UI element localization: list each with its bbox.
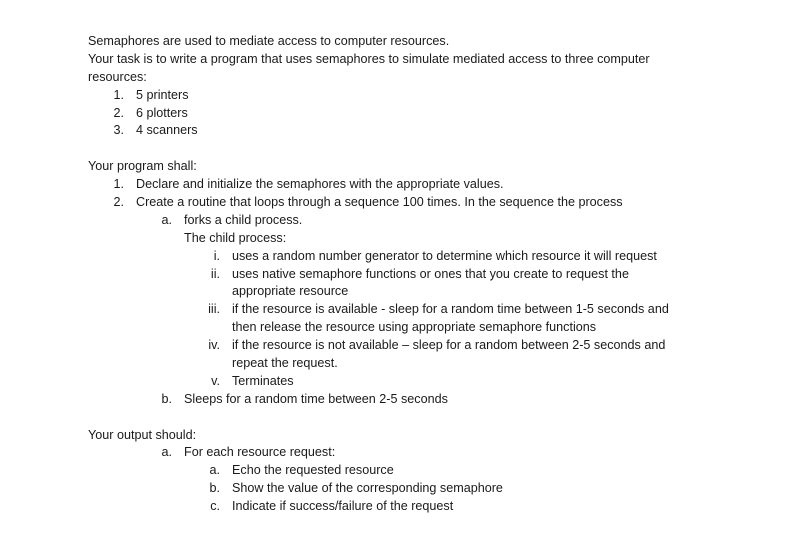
child-step-continuation	[0, 355, 807, 373]
list-marker: c.	[210, 499, 220, 514]
program-subitem	[0, 391, 807, 409]
intro-line	[0, 33, 807, 51]
output-subitem-text: Show the value of the corresponding semaphore	[232, 481, 503, 496]
list-marker: a.	[161, 212, 172, 227]
child-process-label-line	[0, 230, 807, 248]
program-item-text: Declare and initialize the semaphores with the appropriate values.	[136, 177, 504, 192]
list-marker: v.	[211, 373, 220, 388]
list-marker: 1.	[113, 177, 124, 192]
output-subitem-text: Echo the requested resource	[232, 463, 394, 478]
resource-text: 6 plotters	[136, 105, 188, 120]
resource-list-item	[0, 105, 807, 123]
list-marker: a.	[161, 445, 172, 460]
child-step	[0, 373, 807, 391]
program-heading-line	[0, 158, 807, 176]
child-step	[0, 301, 807, 319]
output-heading: Your output should:	[88, 427, 197, 442]
output-subitem-text: Indicate if success/failure of the request	[232, 499, 454, 514]
resource-list-item	[0, 87, 807, 105]
program-subitem-text: Sleeps for a random time between 2-5 seconds	[184, 391, 448, 406]
program-item-text: Create a routine that loops through a sequence 100 times. In the sequence the process	[136, 195, 623, 210]
program-subitem	[0, 212, 807, 230]
list-marker: 3.	[113, 123, 124, 138]
child-step-text: appropriate resource	[232, 284, 349, 299]
output-subitem	[0, 480, 807, 498]
list-marker: 2.	[113, 195, 124, 210]
program-list-item	[0, 176, 807, 194]
output-subitem	[0, 498, 807, 516]
intro-line	[0, 51, 807, 69]
resource-text: 5 printers	[136, 87, 189, 102]
list-marker: i.	[213, 248, 220, 263]
program-heading: Your program shall:	[88, 159, 197, 174]
child-step-text: uses native semaphore functions or ones that you create to request the	[232, 266, 629, 281]
output-heading-line	[0, 427, 807, 445]
program-subitem-text: forks a child process.	[184, 212, 303, 227]
list-marker: 2.	[113, 105, 124, 120]
intro-text: resources:	[88, 69, 147, 84]
child-step-continuation	[0, 319, 807, 337]
intro-text: Your task is to write a program that uses semaphores to simulate mediated access to three computer	[88, 51, 650, 66]
child-step-text: if the resource is available - sleep for a random time between 1-5 seconds and	[232, 302, 669, 317]
output-item-text: For each resource request:	[184, 445, 336, 460]
list-marker: iii.	[208, 302, 220, 317]
program-list-item	[0, 194, 807, 212]
child-process-label: The child process:	[184, 230, 287, 245]
child-step	[0, 337, 807, 355]
child-step	[0, 266, 807, 284]
child-step	[0, 248, 807, 266]
child-step-text: uses a random number generator to determine which resource it will request	[232, 248, 657, 263]
list-marker: ii.	[210, 266, 220, 281]
document-body	[0, 33, 807, 516]
list-marker: b.	[161, 391, 172, 406]
child-step-text: then release the resource using appropriate semaphore functions	[232, 320, 597, 335]
resource-list-item	[0, 122, 807, 140]
intro-text: Semaphores are used to mediate access to computer resources.	[88, 34, 450, 48]
child-step-text: if the resource is not available – sleep for a random between 2-5 seconds and	[232, 338, 666, 353]
child-step-text: Terminates	[232, 373, 294, 388]
output-item	[0, 444, 807, 462]
list-marker: a.	[209, 463, 220, 478]
output-subitem	[0, 462, 807, 480]
child-step-text: repeat the request.	[232, 356, 338, 371]
child-step-continuation	[0, 283, 807, 301]
list-marker: iv.	[208, 338, 220, 353]
resource-text: 4 scanners	[136, 123, 198, 138]
list-marker: 1.	[113, 87, 124, 102]
intro-line	[0, 69, 807, 87]
list-marker: b.	[209, 481, 220, 496]
